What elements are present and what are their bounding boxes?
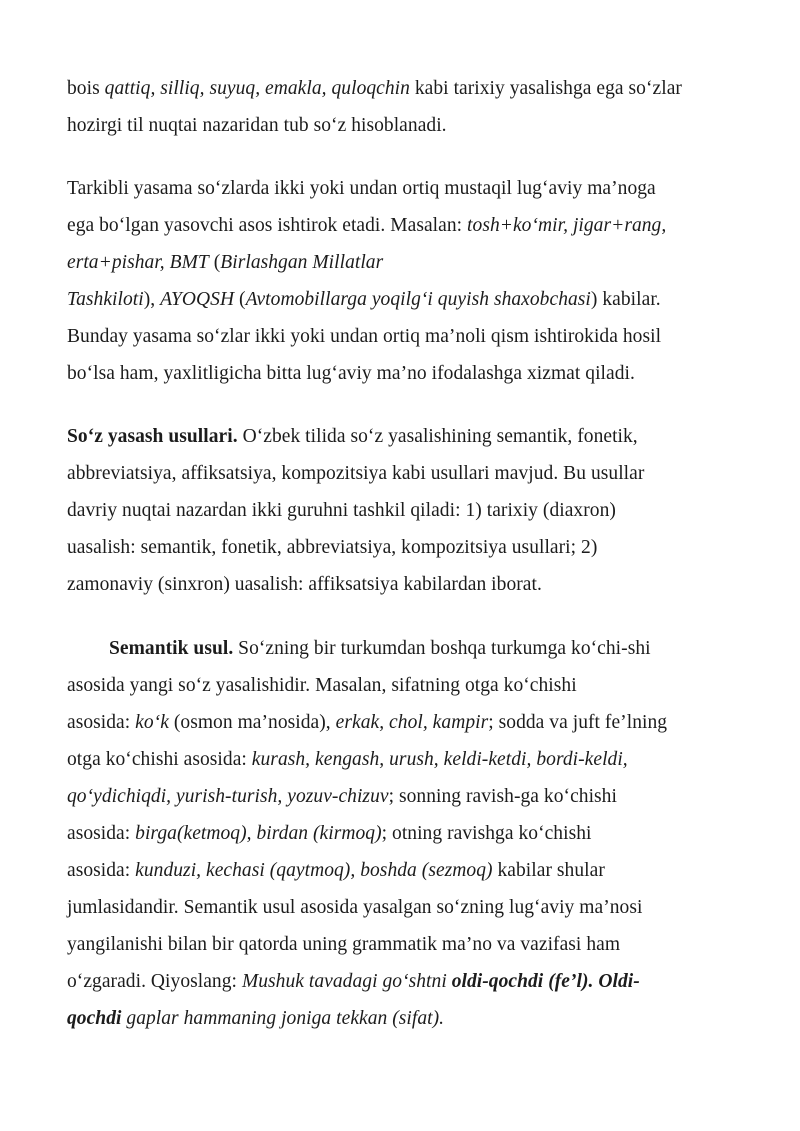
text-line <box>67 704 757 741</box>
text-run: jumlasidandir. Semantik usul asosida yasalgan so‘zning lug‘aviy ma’nosi <box>67 897 643 918</box>
text-line <box>67 889 757 926</box>
text-line <box>67 207 757 244</box>
text-run: ), <box>143 289 161 310</box>
text-line <box>67 926 757 963</box>
bold-run: Oldi- <box>598 971 640 992</box>
text-run: ( <box>208 252 221 273</box>
italic-run: tosh+ko‘mir, jigar+rang, <box>467 215 667 236</box>
text-line <box>67 529 757 566</box>
text-run: O‘zbek tilida so‘z yasalishining semantik, fonetik, <box>237 426 638 447</box>
text-run: (osmon ma’nosida), <box>168 712 336 733</box>
italic-run: kunduzi, kechasi (qaytmoq), boshda (sezmoq) <box>135 860 493 881</box>
text-line <box>67 492 757 529</box>
text-line <box>109 630 757 667</box>
text-line <box>67 418 757 455</box>
italic-run: kurash, kengash, urush, keldi-ketdi, bordi-keldi, <box>251 749 628 770</box>
text-run: So‘zning bir turkumdan boshqa turkumga ko‘chi-shi <box>233 638 651 659</box>
text-run: asosida: <box>67 823 136 844</box>
text-run: ; sonning ravish-ga ko‘chishi <box>388 786 617 807</box>
text-run: ; otning ravishga ko‘chishi <box>381 823 592 844</box>
italic-run: birga(ketmoq), birdan (kirmoq) <box>135 823 382 844</box>
text-run: ; sodda va juft fe’lning <box>488 712 668 733</box>
italic-run: Tashkiloti <box>67 289 144 310</box>
italic-run: Avtomobillarga yoqilg‘i quyish shaxobchasi <box>245 289 591 310</box>
text-line <box>67 963 757 1000</box>
text-run: ) kabilar. <box>590 289 661 310</box>
italic-run: gaplar hammaning joniga tekkan (sifat). <box>121 1008 445 1029</box>
paragraph-semantik-usul <box>67 630 757 1037</box>
text-run: bois <box>67 78 105 99</box>
text-line <box>67 318 757 355</box>
text-run: uasalish: semantik, fonetik, abbreviatsiya, kompozitsiya usullari; 2) <box>67 537 598 558</box>
italic-run: AYOQSH <box>160 289 235 310</box>
text-line <box>67 107 757 144</box>
text-line <box>67 667 757 704</box>
text-line <box>67 815 757 852</box>
paragraph-tarkibli-yasama <box>67 170 757 392</box>
text-run: hozirgi til nuqtai nazaridan tub so‘z hisoblanadi. <box>67 115 447 136</box>
bold-run: oldi-qochdi (fe’l). <box>451 971 594 992</box>
text-line <box>67 852 757 889</box>
text-line <box>67 70 757 107</box>
text-run: otga ko‘chishi asosida: <box>67 749 252 770</box>
paragraph-tub-soz <box>67 70 757 144</box>
text-run: kabi tarixiy yasalishga ega so‘zlar <box>409 78 682 99</box>
bold-run: qochdi <box>67 1008 122 1029</box>
text-line <box>67 355 757 392</box>
text-run: asosida: <box>67 860 136 881</box>
text-run: Tarkibli yasama so‘zlarda ikki yoki undan ortiq mustaqil lug‘aviy ma’noga <box>67 178 656 199</box>
text-run: bo‘lsa ham, yaxlitligicha bitta lug‘aviy ma’no ifodalashga xizmat qiladi. <box>67 363 635 384</box>
italic-run: qattiq, silliq, suyuq, emakla, quloqchin <box>104 78 410 99</box>
text-run: kabilar shular <box>492 860 605 881</box>
text-run: zamonaviy (sinxron) uasalish: affiksatsiya kabilardan iborat. <box>67 574 542 595</box>
text-line <box>67 1000 757 1037</box>
text-line <box>67 170 757 207</box>
text-run: Bunday yasama so‘zlar ikki yoki undan ortiq ma’noli qism ishtirokida hosil <box>67 326 662 347</box>
text-line <box>67 281 757 318</box>
paragraph-soz-yasash-usullari <box>67 418 757 603</box>
text-run: davriy nuqtai nazardan ikki guruhni tashkil qiladi: 1) tarixiy (diaxron) <box>67 500 616 521</box>
text-run: o‘zgaradi. Qiyoslang: <box>67 971 242 992</box>
italic-run: ko‘k <box>135 712 169 733</box>
text-run: asosida: <box>67 712 136 733</box>
italic-run: qo‘ydichiqdi, yurish-turish, yozuv-chizuv <box>67 786 389 807</box>
italic-run: Birlashgan Millatlar <box>220 252 384 273</box>
text-run: abbreviatsiya, affiksatsiya, kompozitsiya kabi usullari mavjud. Bu usullar <box>67 463 645 484</box>
text-line <box>67 778 757 815</box>
text-line <box>67 455 757 492</box>
text-run: ega bo‘lgan yasovchi asos ishtirok etadi. Masalan: <box>67 215 468 236</box>
bold-run: So‘z yasash usullari. <box>67 426 238 447</box>
text-run: ( <box>234 289 246 310</box>
text-line <box>67 566 757 603</box>
text-run: asosida yangi so‘z yasalishidir. Masalan, sifatning otga ko‘chishi <box>67 675 577 696</box>
bold-run: Semantik usul. <box>109 638 234 659</box>
italic-run: erkak, chol, kampir <box>335 712 489 733</box>
text-line <box>67 741 757 778</box>
text-line <box>67 244 757 281</box>
italic-run: Mushuk tavadagi go‘shtni <box>241 971 452 992</box>
italic-run: erta+pishar, BMT <box>67 252 209 273</box>
text-run: yangilanishi bilan bir qatorda uning grammatik ma’no va vazifasi ham <box>67 934 621 955</box>
